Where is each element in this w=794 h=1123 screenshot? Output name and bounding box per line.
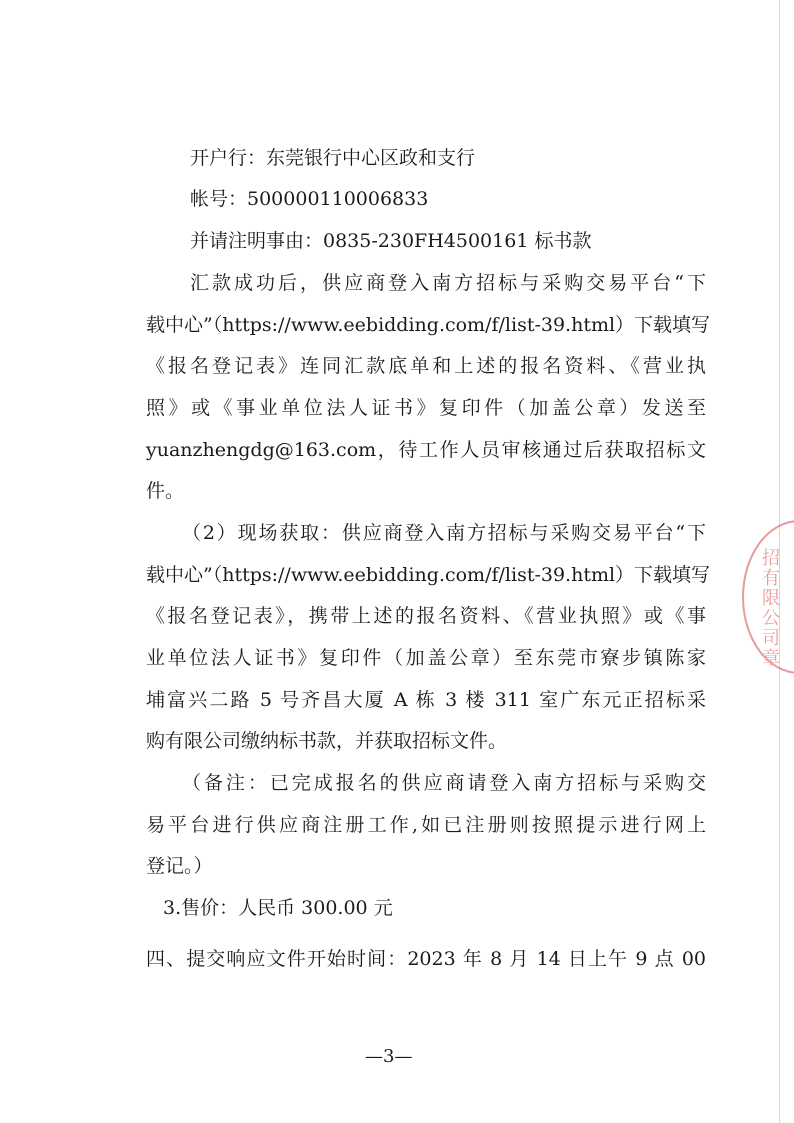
- bank-name-line: 开户行：东莞银行中心区政和支行: [190, 147, 476, 169]
- remittance-note-line: 并请注明事由：0835-230FH4500161 标书款: [190, 230, 592, 252]
- price-line: 3.售价：人民币 300.00 元: [163, 897, 393, 919]
- section-heading: 四、提交响应文件开始时间：2023 年 8 月 14 日上午 9 点 00: [146, 948, 706, 970]
- seal-text: 招有限公司章: [759, 548, 780, 668]
- paragraph-line: 《报名登记表》连同汇款底单和上述的报名资料、《营业执: [146, 355, 706, 377]
- paragraph-line: 业单位法人证书》复印件（加盖公章）至东莞市寮步镇陈家: [146, 647, 706, 669]
- company-seal-icon: [742, 520, 794, 674]
- note-line: 易平台进行供应商注册工作,如已注册则按照提示进行网上: [146, 814, 706, 836]
- paragraph-line: 汇款成功后，供应商登入南方招标与采购交易平台“下: [190, 272, 706, 294]
- paragraph-line: 照》或《事业单位法人证书》复印件（加盖公章）发送至: [146, 397, 706, 419]
- paragraph-line: 载中心”（https://www.eebidding.com/f/list-39.html）下载填写: [146, 564, 711, 586]
- paragraph-line: 埔富兴二路 5 号齐昌大厦 A 栋 3 楼 311 室广东元正招标采: [146, 689, 706, 711]
- paragraph-line: 载中心”（https://www.eebidding.com/f/list-39.html）下载填写: [146, 314, 711, 336]
- page-number: —3—: [365, 1046, 413, 1067]
- paragraph-line: （2）现场获取：供应商登入南方招标与采购交易平台“下: [182, 522, 706, 544]
- paragraph-line: 《报名登记表》，携带上述的报名资料、《营业执照》或《事: [146, 605, 706, 627]
- paragraph-line: 件。: [146, 480, 185, 502]
- note-line: 登记。）: [146, 855, 213, 877]
- note-line: （备注：已完成报名的供应商请登入南方招标与采购交: [182, 772, 706, 794]
- paragraph-line: yuanzhengdg@163.com，待工作人员审核通过后获取招标文: [146, 439, 706, 461]
- account-number-line: 帐号：500000110006833: [190, 188, 429, 210]
- paragraph-line: 购有限公司缴纳标书款，并获取招标文件。: [146, 730, 508, 752]
